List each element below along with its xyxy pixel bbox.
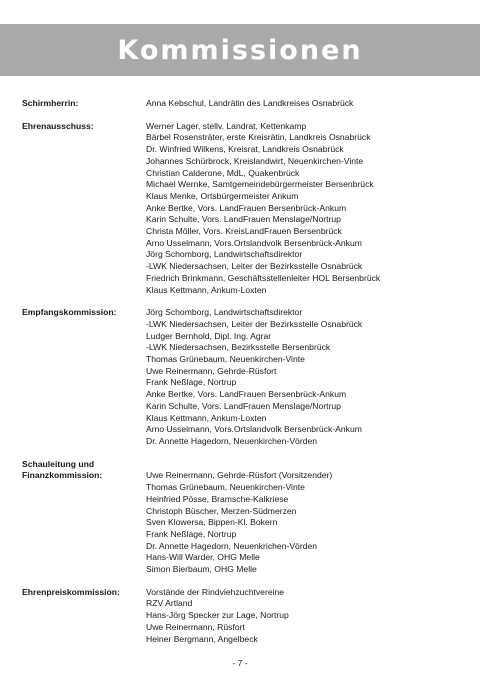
member-line: Klaus Kettmann, Ankum-Loxten: [146, 412, 267, 423]
member-line: Heiner Bergmann, Angelbeck: [146, 633, 258, 644]
member-line: Frank Neßlage, Nortrup: [146, 377, 237, 388]
member-line: Friedrich Brinkmann, Geschäftsstellenleiter HOL Bersenbrück: [146, 272, 381, 283]
member-line: Werner Lager, stellv. Landrat, Kettenkamp: [146, 120, 307, 131]
commission-section: [22, 459, 462, 576]
page-title: Kommissionen: [117, 34, 363, 66]
member-line: Heinfried Pösse, Bramsche-Kalkriese: [146, 493, 289, 504]
member-line: Sven Klowersa, Bippen-Kl. Bokern: [146, 517, 278, 528]
member-line: Simon Bierbaum, OHG Melle: [146, 564, 257, 575]
section-label: Empfangskommission:: [22, 307, 117, 318]
member-line: Vorstände der Rindviehzuchtvereine: [146, 586, 285, 597]
member-line: Jörg Schomborg, Landwirtschaftsdirektor: [146, 249, 303, 260]
section-label: Schirmherrin:: [22, 98, 79, 108]
member-line: Karin Schulte, Vors. LandFrauen Menslage/Nortrup: [146, 400, 341, 411]
section-members: [146, 587, 462, 646]
member-line: Dr. Annette Hagedorn, Neuenkrichen-Vörden: [146, 540, 318, 551]
member-line: Uwe Reinermann, Gehrde-Rüsfort: [146, 365, 277, 376]
member-line: Hans-Will Warder, OHG Melle: [146, 552, 260, 563]
member-line: Thomas Grünebaum, Neuenkirchen-Vinte: [146, 482, 305, 493]
member-line: Arno Usselmann, Vors.Ortslandvolk Bersenbrück-Ankum: [146, 424, 362, 435]
commission-section: [22, 307, 462, 447]
member-line: Thomas Grünebaum, Neuenkirchen-Vinte: [146, 354, 305, 365]
member-line: Arno Usselmann, Vors.Ortslandvolk Bersenbrück-Ankum: [146, 237, 362, 248]
commission-list: [22, 98, 462, 656]
title-banner: [0, 24, 480, 76]
member-line: Bärbel Rosensträter, erste Kreisrätin, Landkreis Osnabrück: [146, 132, 371, 143]
member-line: Hans-Jörg Specker zur Lage, Nortrup: [146, 610, 289, 621]
section-members: [146, 98, 462, 110]
member-line: Klaus Menke, Ortsbürgermeister Ankum: [146, 190, 299, 201]
member-line: RZV Artland: [146, 598, 193, 609]
section-members: [146, 307, 462, 447]
member-line: -LWK Niedersachsen, Leiter der Bezirksstelle Osnabrück: [146, 261, 363, 272]
member-line: Christoph Büscher, Merzen-Südmerzen: [146, 505, 297, 516]
page-number: - 7 -: [232, 658, 248, 668]
section-members: [146, 121, 462, 297]
commission-section: [22, 587, 462, 646]
member-line: Karin Schulte, Vors. LandFrauen Menslage/Nortrup: [146, 214, 341, 225]
member-line: Christa Möller, Vors. KreisLandFrauen Bersenbrück: [146, 226, 342, 237]
member-line: Christian Calderone, MdL, Quakenbrück: [146, 167, 300, 178]
member-line: -LWK Niedersachsen, Leiter der Bezirksstelle Osnabrück: [146, 318, 363, 329]
member-line: Uwe Reinermann, Rüsfort: [146, 621, 245, 632]
member-line: Dr. Winfried Wilkens, Kreisrat, Landkreis Osnabrück: [146, 144, 344, 155]
member-line: Anke Bertke, Vors. LandFrauen Bersenbrück-Ankum: [146, 389, 347, 400]
member-line: Anke Bertke, Vors. LandFrauen Bersenbrück-Ankum: [146, 202, 347, 213]
member-line: Ludger Bernhold, Dipl. Ing. Agrar: [146, 330, 272, 341]
section-members: [146, 459, 462, 576]
member-line: Uwe Reinermann, Gehrde-Rüsfort (Vorsitzender): [146, 470, 333, 481]
section-label: Ehrenpreiskommission:: [22, 586, 120, 597]
commission-section: [22, 98, 462, 110]
member-line: Michael Wernke, Samtgemeindebürgermeister Bersenbrück: [146, 179, 374, 190]
member-line: Johannes Schürbrock, Kreislandwirt, Neuenkirchen-Vinte: [146, 155, 364, 166]
commission-section: [22, 121, 462, 297]
member-line: Frank Neßlage, Nortrup: [146, 528, 237, 539]
member-line: Jörg Schomborg, Landwirtschaftsdirektor: [146, 307, 303, 318]
member-line: Klaus Kettmann, Ankum-Loxten: [146, 284, 267, 295]
section-label: Ehrenausschuss:: [22, 120, 94, 131]
section-label: Schauleitung und Finanzkommission:: [22, 458, 103, 481]
member-line: Anna Kebschul, Landrätin des Landkreises Osnabrück: [146, 98, 354, 108]
member-line: [146, 459, 462, 471]
member-line: Dr. Annette Hagedorn, Neuenkirchen-Vörden: [146, 435, 318, 446]
member-line: -LWK Niedersachsen, Bezirksstelle Bersenbrück: [146, 342, 331, 353]
